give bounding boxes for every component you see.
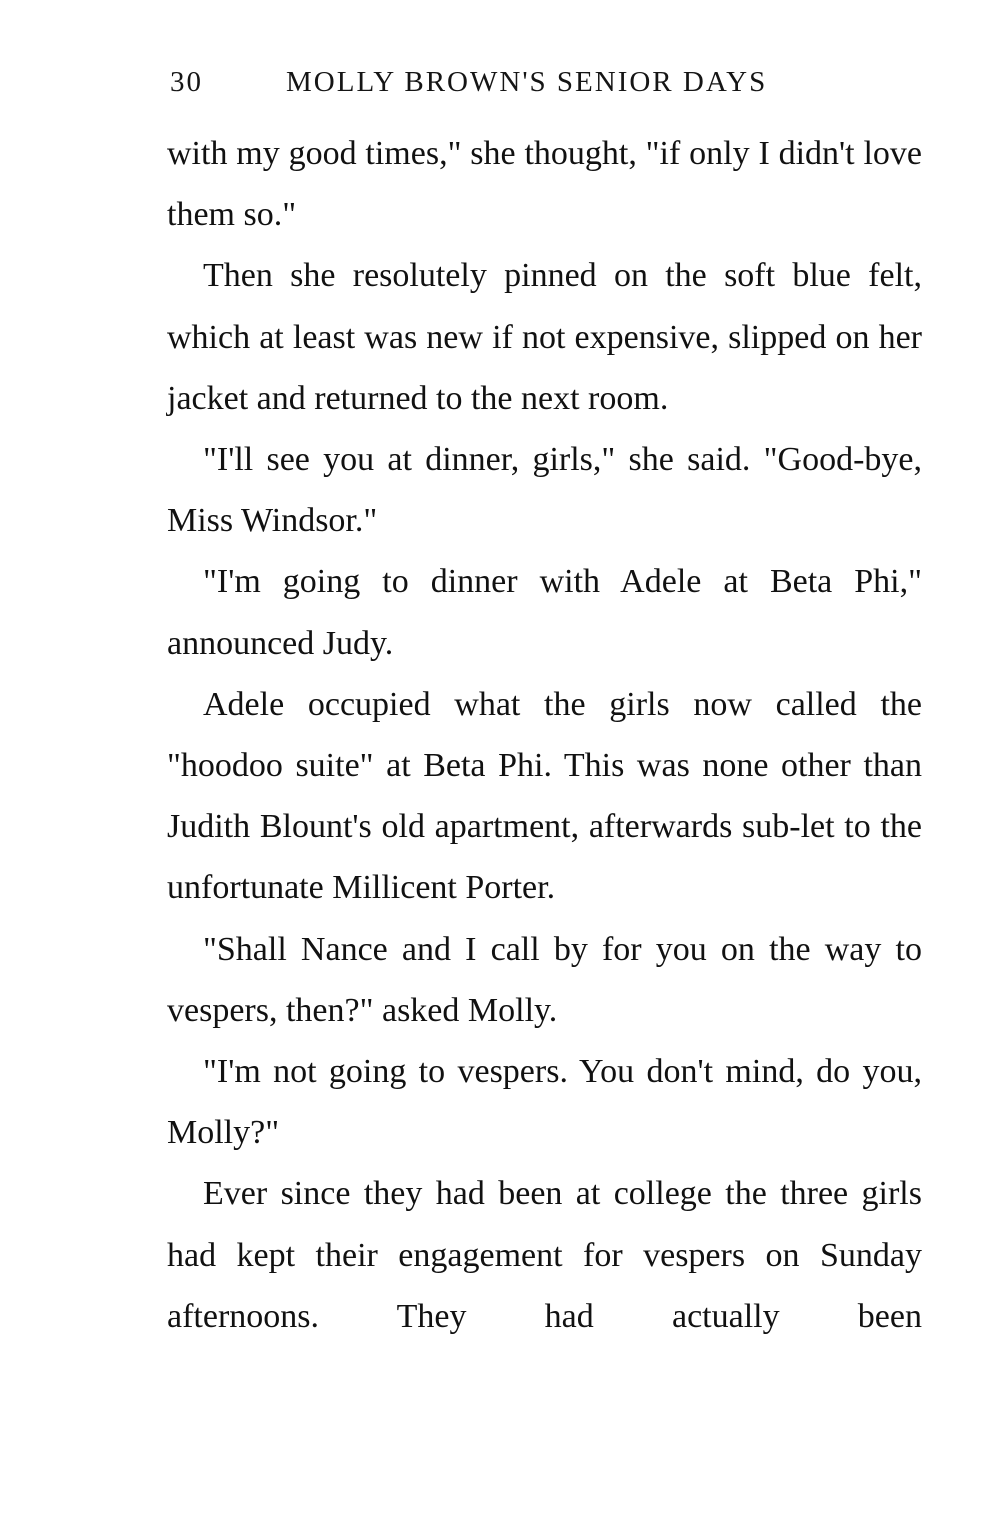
running-head: MOLLY BROWN'S SENIOR DAYS — [286, 66, 768, 98]
body-text — [167, 123, 922, 1347]
paragraph: "I'll see you at dinner, girls," she said. "Good-bye, Miss Windsor." — [167, 441, 922, 540]
page-header — [170, 66, 930, 110]
page-number: 30 — [170, 66, 203, 98]
paragraph: "Shall Nance and I call by for you on the way to vespers, then?" asked Molly. — [167, 930, 922, 1029]
paragraph: Then she resolutely pinned on the soft blue felt, which at least was new if not expensive, slipped on her jacket and returned to the next room. — [167, 257, 922, 417]
paragraph: "I'm going to dinner with Adele at Beta Phi," announced Judy. — [167, 563, 922, 662]
paragraph-continued: with my good times," she thought, "if only I didn't love them so." — [167, 135, 922, 234]
paragraph: Adele occupied what the girls now called the "hoodoo suite" at Beta Phi. This was none other than Judith Blount's old apartment, afterwards sub-let to the unfortunate Millicent Porter. — [167, 685, 922, 907]
paragraph-continues: Ever since they had been at college the three girls had kept their engagement for vespers on Sunday afternoons. They had actually been — [167, 1175, 922, 1335]
paragraph: "I'm not going to vespers. You don't mind, do you, Molly?" — [167, 1053, 922, 1152]
